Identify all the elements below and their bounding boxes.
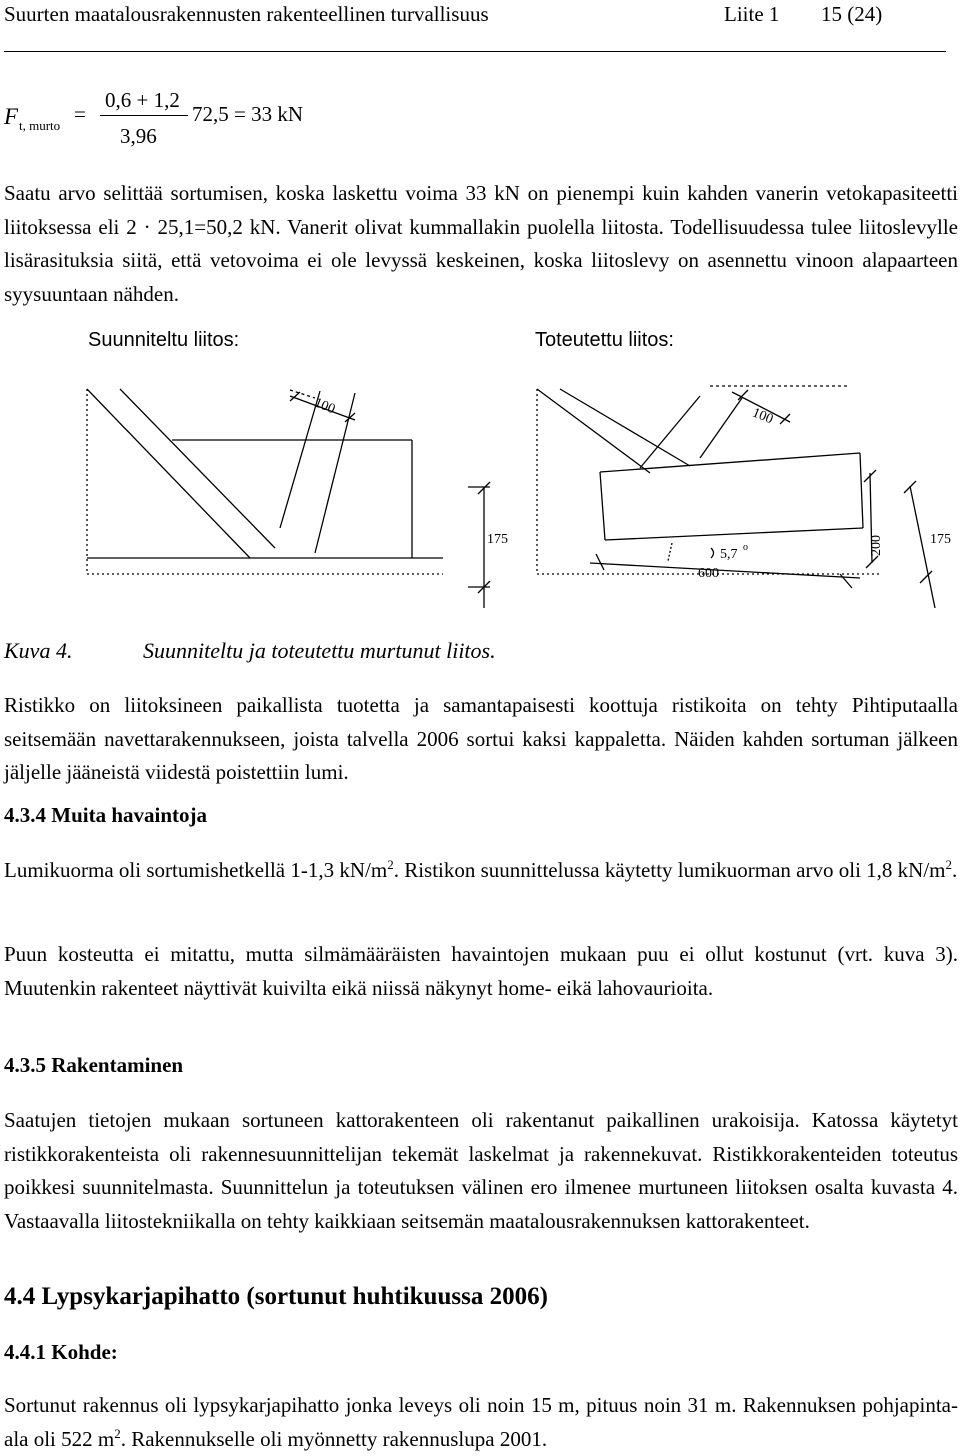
realized-joint-drawing <box>537 386 935 608</box>
formula-subscript: t, murto <box>19 118 61 133</box>
paragraph-building <box>4 1389 958 1456</box>
figure-right-title: Toteutettu liitos: <box>535 329 674 351</box>
snow-load-text-c: . <box>952 858 958 882</box>
fraction-bar <box>100 115 188 116</box>
dim-600: 600 <box>698 566 719 581</box>
formula-equals: = <box>74 102 86 126</box>
paragraph-moisture: Puun kosteutta ei mitattu, mutta silmämääräisten havaintojen mukaan puu ei ollut kostunut (vrt. kuva 3). Muutenkin rakenteet näyttivät kuivilta eikä niissä näkynyt home- eikä lahovaurioita. <box>4 942 958 1000</box>
header-rule <box>4 51 946 52</box>
page-number: 15 (24) <box>821 2 883 26</box>
formula <box>4 88 404 158</box>
dim-200: 200 <box>869 535 884 556</box>
paragraph-snow-load <box>4 854 958 888</box>
figure-left-title: Suunniteltu liitos: <box>88 329 240 351</box>
snow-load-sup1: 2 <box>387 857 394 872</box>
building-text-a: Sortunut rakennus oli lypsykarjapihatto jonka leveys oli noin 15 m, pituus noin 31 m. Rakennuksen pohjapinta-ala oli 522 m <box>4 1393 958 1451</box>
formula-numerator: 0,6 + 1,2 <box>105 88 180 112</box>
designed-joint-drawing <box>87 389 490 608</box>
snow-load-text-a: Lumikuorma oli sortumishetkellä 1-1,3 kN/m <box>4 858 388 882</box>
heading-4-4: 4.4 Lypsykarjapihatto (sortunut huhtikuussa 2006) <box>4 1283 548 1310</box>
building-sup: 2 <box>114 1425 121 1441</box>
snow-load-sup2: 2 <box>945 857 952 872</box>
paragraph-truss-info: Ristikko on liitoksineen paikallista tuotetta ja samantapaisesti koottuja ristikoita on tehty Pihtiputaalla seitsemään navettarakennukseen, joista talvella 2006 sortui kaksi kappaletta. Näiden kahden sortuman jälkeen jäljelle jääneistä viidestä poistettiin lumi. <box>4 693 958 784</box>
snow-load-text-b: . Ristikon suunnittelussa käytetty lumikuorman arvo oli 1,8 kN/m <box>393 858 946 882</box>
figure-caption-text: Suunniteltu ja toteutettu murtunut liitos. <box>143 638 496 663</box>
header-title: Suurten maatalousrakennusten rakenteellinen turvallisuus <box>4 2 489 26</box>
paragraph-construction: Saatujen tietojen mukaan sortuneen kattorakenteen oli rakentanut paikallinen urakoisija. Katossa käytetyt ristikkorakenteista oli rakennesuunnittelijan tekemät laskelmat ja rakennekuvat. Ristikkorakenteiden toteutus poikkesi suunnitelmasta. Suunnittelun ja toteutuksen välinen ero ilmenee murtuneen liitoksen osalta kuvasta 4. Vastaavalla liitostekniikalla on tehty kaikkiaan seitsemän maatalousrakennuksen kattorakenteet. <box>4 1108 958 1233</box>
dim-175-right: 175 <box>930 532 951 547</box>
formula-symbol: F <box>4 104 19 129</box>
dim-175-left: 175 <box>487 532 508 547</box>
formula-result: 72,5 = 33 kN <box>192 102 304 126</box>
angle-degree: o <box>743 542 748 553</box>
paragraph-result-explanation: Saatu arvo selittää sortumisen, koska laskettu voima 33 kN on pienempi kuin kahden vanerin vetokapasiteetti liitoksessa eli 2 · 25,1=50,2 kN. Vanerit olivat kummallakin puolella liitosta. Todellisuudessa tulee liitoslevylle lisärasituksia siitä, että vetovoima ei ole levyssä keskeinen, koska liitoslevy on asennettu vinoon alapaarteen syysuuntaan nähden. <box>4 181 958 306</box>
angle-value: 5,7 <box>720 547 738 562</box>
building-text-b: . Rakennukselle oli myönnetty rakennuslupa 2001. <box>120 1426 548 1451</box>
joint-figure <box>0 378 960 608</box>
dim-100-right: 100 <box>749 405 776 428</box>
figure-caption-label: Kuva 4. <box>4 638 73 663</box>
heading-4-3-5: 4.3.5 Rakentaminen <box>4 1053 184 1077</box>
heading-4-3-4: 4.3.4 Muita havaintoja <box>4 803 208 827</box>
formula-denominator: 3,96 <box>120 124 157 148</box>
dim-100-left: 100 <box>311 395 338 418</box>
heading-4-4-1: 4.4.1 Kohde: <box>4 1340 118 1364</box>
appendix-label: Liite 1 <box>724 2 780 26</box>
